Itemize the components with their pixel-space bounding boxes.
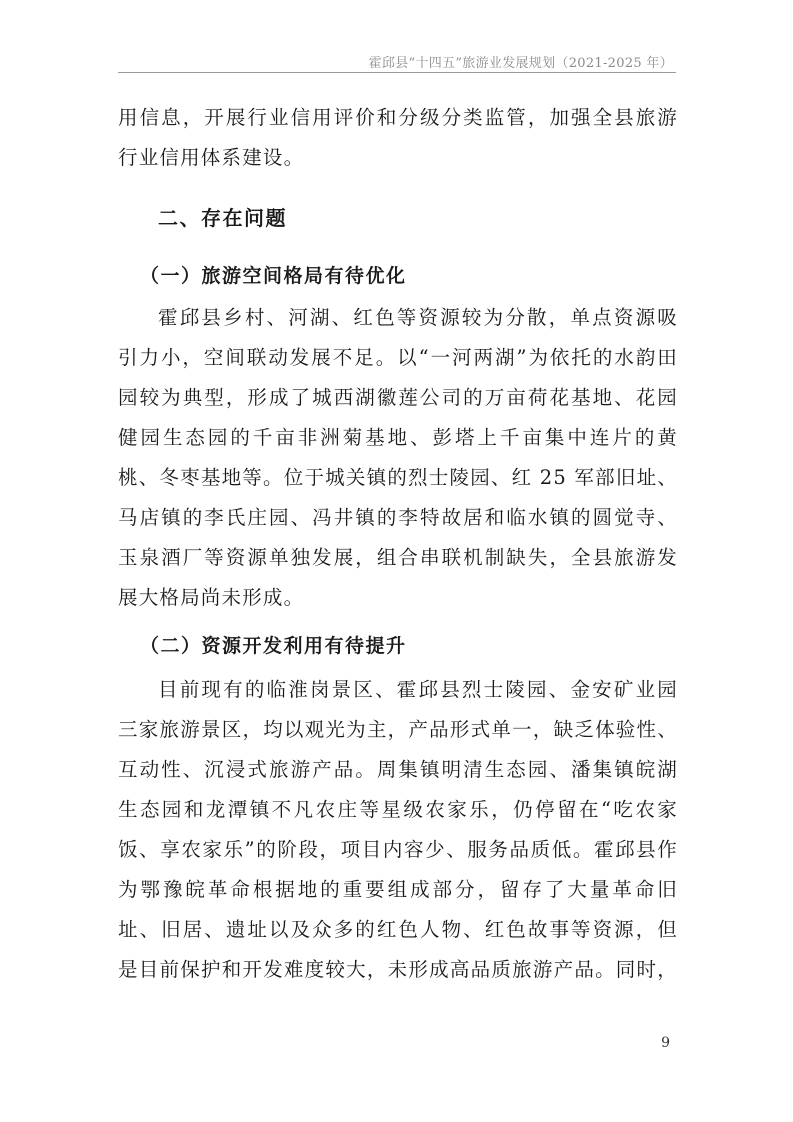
paragraph-line: 健园生态园的千亩非洲菊基地、彭塔上千亩集中连片的黄 [118,426,678,449]
header-rule [118,72,676,73]
paragraph-line: 玉泉酒厂等资源单独发展，组合串联机制缺失，全县旅游发 [118,546,678,569]
paragraph-line: 霍邱县乡村、河湖、红色等资源较为分散，单点资源吸 [158,306,678,329]
paragraph-line: 引力小，空间联动发展不足。以“一河两湖”为依托的水韵田 [118,346,678,369]
paragraph-line: 桃、冬枣基地等。位于城关镇的烈士陵园、红 25 军部旧址、 [118,466,678,489]
paragraph-line: 园较为典型，形成了城西湖徽莲公司的万亩荷花基地、花园 [118,386,678,409]
paragraph-line: 址、旧居、遗址以及众多的红色人物、红色故事等资源，但 [118,918,678,941]
paragraph-line: 三家旅游景区，均以观光为主，产品形式单一，缺乏体验性、 [118,718,678,741]
paragraph-line: 用信息，开展行业信用评价和分级分类监管，加强全县旅游 [118,106,678,129]
paragraph-line: 生态园和龙潭镇不凡农庄等星级农家乐，仍停留在“吃农家 [118,798,678,821]
page-number: 9 [661,1035,670,1051]
paragraph-line: 饭、享农家乐”的阶段，项目内容少、服务品质低。霍邱县作 [118,838,678,861]
paragraph-line: 互动性、沉浸式旅游产品。周集镇明清生态园、潘集镇皖湖 [118,758,678,781]
header-title: 霍邱县“十四五”旅游业发展规划（2021-2025 年） [368,56,673,71]
paragraph-line: 马店镇的李氏庄园、冯井镇的李特故居和临水镇的圆觉寺、 [118,506,678,529]
paragraph-line: 为鄂豫皖革命根据地的重要组成部分，留存了大量革命旧 [118,878,678,901]
paragraph-line: 是目前保护和开发难度较大，未形成高品质旅游产品。同时， [118,958,678,981]
section-heading: 二、存在问题 [158,206,287,230]
paragraph-line: 目前现有的临淮岗景区、霍邱县烈士陵园、金安矿业园 [158,678,678,701]
paragraph-line: 展大格局尚未形成。 [118,586,305,609]
paragraph-line: 行业信用体系建设。 [118,146,305,169]
subsection-heading: （二）资源开发利用有待提升 [140,635,407,657]
subsection-heading: （一）旅游空间格局有待优化 [140,265,407,287]
